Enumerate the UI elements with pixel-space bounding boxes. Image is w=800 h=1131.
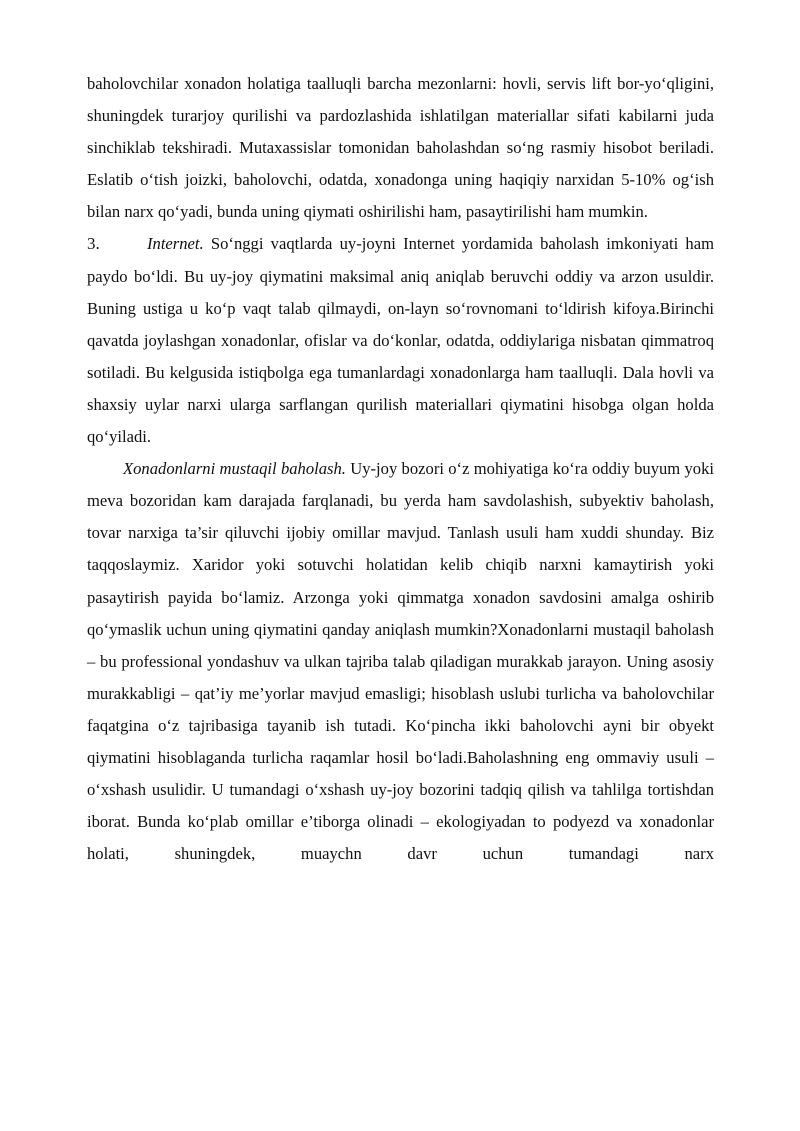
paragraph-appraiser-inspection bbox=[87, 68, 714, 228]
paragraph-internet-valuation bbox=[87, 228, 714, 453]
paragraph-text: So‘nggi vaqtlarda uy-joyni Internet yordamida baholash imkoniyati ham paydo bo‘ldi. Bu uy-joy qiymatini maksimal aniq aniqlab beruvchi oddiy va arzon usuldir. Buning ustiga u ko‘p vaqt talab qilmaydi, on-layn so‘rovnomani to‘ldirish kifoya.Birinchi qavatda joylashgan xonadonlar, ofislar va do‘konlar, odatda, oddiylariga nisbatan qimmatroq sotiladi. Bu kelgusida istiqbolga ega tumanlardagi xonadonlarga ham taalluqli. Dala hovli va shaxsiy uylar narxi ularga sarflangan qurilish materiallari qiymatini hisobga olgan holda qo‘yiladi. bbox=[87, 234, 714, 447]
paragraph-text: Uy-joy bozori o‘z mohiyatiga ko‘ra oddiy buyum yoki meva bozoridan kam darajada farqlanadi, bu yerda ham savdolashish, subyektiv baholash, tovar narxiga ta’sir qiluvchi ijobiy omillar mavjud. Tanlash usuli ham xuddi shunday. Biz taqqoslaymiz. Xaridor yoki sotuvchi holatidan kelib chiqib narxni kamaytirish yoki pasaytirish payida bo‘lamiz. Arzonga yoki qimmatga xonadon savdosini amalga oshirib qo‘ymaslik uchun uning qiymatini qanday aniqlash mumkin?Xonadonlarni mustaqil baholash – bu professional yondashuv va ulkan tajriba talab qiladigan murakkab jarayon. Uning asosiy murakkabligi – qat’iy me’yorlar mavjud emasligi; hisoblash uslubi turlicha va baholovchilar faqatgina o‘z tajribasiga tayanib ish tutadi. Ko‘pincha ikki baholovchi ayni bir obyekt qiymatini hisoblaganda turlicha raqamlar hosil bo‘ladi.Baholashning eng ommaviy usuli – o‘xshash usulidir. U tumandagi o‘xshash uy-joy bozorini tadqiq qilish va tahlilga tortishdan iborat. Bunda ko‘plab omillar e’tiborga olinadi – ekologiyadan to podyezd va xonadonlar holati, shuningdek, muaychn davr uchun tumandagi narx bbox=[87, 459, 714, 864]
paragraph-lead-italic: Internet. bbox=[147, 234, 204, 254]
paragraph-lead-italic: Xonadonlarni mustaqil baholash. bbox=[123, 459, 346, 479]
paragraph-independent-valuation bbox=[87, 453, 714, 870]
paragraph-text: baholovchilar xonadon holatiga taalluqli barcha mezonlarni: hovli, servis lift bor-yo‘qligini, shuningdek turarjoy qurilishi va pardozlashida ishlatilgan materiallar sifati kabilarni juda sinchiklab tekshiradi. Mutaxassislar tomonidan baholashdan so‘ng rasmiy hisobot beriladi. Eslatib o‘tish joizki, baholovchi, odatda, xonadonga uning haqiqiy narxidan 5-10% og‘ish bilan narx qo‘yadi, bunda uning qiymati oshirilishi ham, pasaytirilishi ham mumkin. bbox=[87, 74, 714, 222]
document-body bbox=[87, 68, 714, 870]
list-number: 3. bbox=[87, 234, 100, 254]
